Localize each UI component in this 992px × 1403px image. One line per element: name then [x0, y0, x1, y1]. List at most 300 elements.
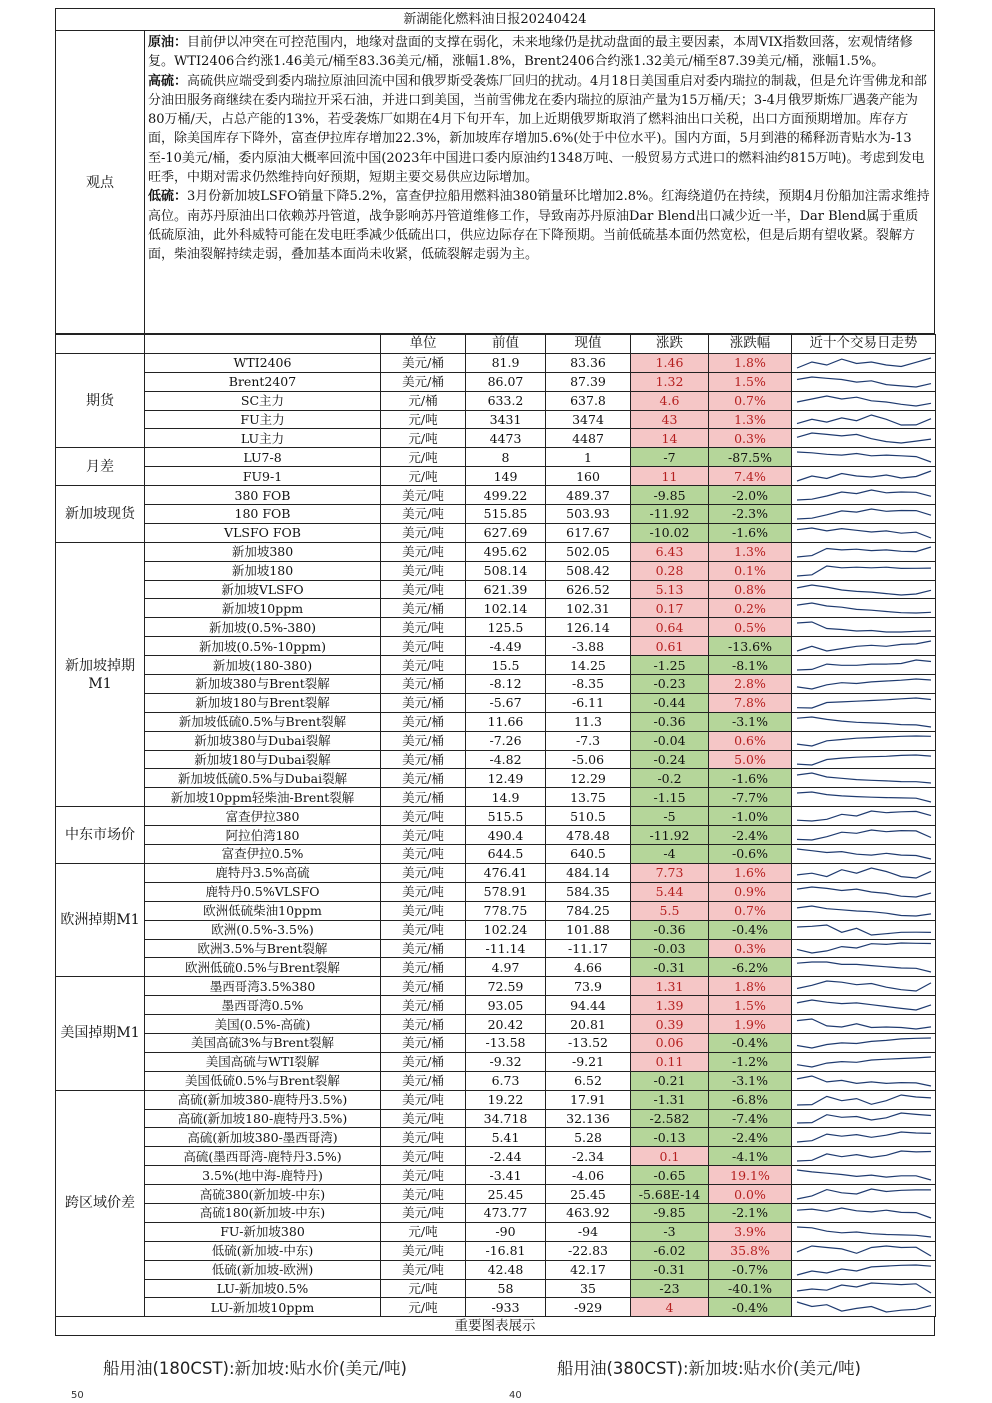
table-row [56, 826, 936, 845]
table-row [56, 523, 936, 542]
row-chg: 0.39 [631, 1015, 709, 1034]
row-pct: 7.8% [709, 693, 792, 712]
row-prev: 644.5 [466, 845, 546, 864]
table-row [56, 1147, 936, 1166]
row-chg: -0.03 [631, 939, 709, 958]
row-pct: -1.6% [709, 523, 792, 542]
row-sparkline [792, 750, 936, 769]
row-prev: 633.2 [466, 391, 546, 410]
row-curr: 503.93 [546, 505, 631, 524]
sparkline-line [797, 641, 931, 651]
row-unit: 美元/吨 [381, 656, 466, 675]
row-item: 低硫(新加坡-中东) [145, 1241, 381, 1260]
row-unit: 美元/吨 [381, 561, 466, 580]
row-unit: 美元/桶 [381, 788, 466, 807]
row-unit: 元/吨 [381, 1298, 466, 1317]
sparkline-chart [795, 696, 933, 710]
sparkline-chart [795, 734, 933, 748]
row-chg: -0.44 [631, 693, 709, 712]
sparkline-chart [795, 1036, 933, 1050]
row-prev: -3.41 [466, 1166, 546, 1185]
row-prev: 508.14 [466, 561, 546, 580]
sparkline-line [797, 1095, 931, 1105]
table-row [56, 750, 936, 769]
row-sparkline [792, 1166, 936, 1185]
table-row [56, 637, 936, 656]
row-chg: 5.13 [631, 580, 709, 599]
sparkline-chart [795, 1093, 933, 1107]
row-prev: 25.45 [466, 1185, 546, 1204]
row-curr: 1 [546, 448, 631, 467]
row-prev: 778.75 [466, 901, 546, 920]
sparkline-line [797, 585, 931, 595]
sparkline-line [797, 1170, 931, 1180]
row-pct: 1.5% [709, 996, 792, 1015]
sparkline-chart [795, 375, 933, 389]
sparkline-line [797, 755, 931, 765]
table-row [56, 561, 936, 580]
row-item: 新加坡380与Brent裂解 [145, 675, 381, 694]
row-item: 新加坡低硫0.5%与Dubai裂解 [145, 769, 381, 788]
sparkline-chart [795, 1263, 933, 1277]
row-prev: 4473 [466, 429, 546, 448]
row-item: 高硫(新加坡380-鹿特丹3.5%) [145, 1090, 381, 1109]
table-row [56, 920, 936, 939]
row-unit: 美元/吨 [381, 505, 466, 524]
row-chg: -9.85 [631, 486, 709, 505]
row-curr: -4.06 [546, 1166, 631, 1185]
group-label: 新加坡掉期M1 [56, 542, 145, 806]
row-sparkline [792, 1203, 936, 1222]
table-row [56, 807, 936, 826]
row-sparkline [792, 486, 936, 505]
row-unit: 美元/吨 [381, 1241, 466, 1260]
row-item: 鹿特丹0.5%VLSFO [145, 882, 381, 901]
row-item: FU9-1 [145, 467, 381, 486]
row-unit: 美元/吨 [381, 807, 466, 826]
row-unit: 美元/桶 [381, 996, 466, 1015]
row-prev: -16.81 [466, 1241, 546, 1260]
row-unit: 美元/吨 [381, 1260, 466, 1279]
report-title: 新湖能化燃料油日报20240424 [55, 8, 935, 31]
row-pct: -4.1% [709, 1147, 792, 1166]
sparkline-chart [795, 1244, 933, 1258]
row-sparkline [792, 1015, 936, 1034]
row-chg: -0.21 [631, 1071, 709, 1090]
row-unit: 美元/吨 [381, 826, 466, 845]
row-prev: -2.44 [466, 1147, 546, 1166]
row-unit: 美元/吨 [381, 882, 466, 901]
row-sparkline [792, 1298, 936, 1317]
row-curr: 101.88 [546, 920, 631, 939]
row-curr: 14.25 [546, 656, 631, 675]
row-prev: 125.5 [466, 618, 546, 637]
row-unit: 美元/吨 [381, 845, 466, 864]
row-pct: -3.1% [709, 712, 792, 731]
sparkline-line [797, 660, 931, 670]
sparkline-chart [795, 356, 933, 370]
row-pct: 1.5% [709, 372, 792, 391]
row-item: FU主力 [145, 410, 381, 429]
sparkline-line [797, 962, 931, 972]
row-item: 低硫(新加坡-欧洲) [145, 1260, 381, 1279]
sparkline-chart [795, 790, 933, 804]
row-pct: 7.4% [709, 467, 792, 486]
header-pct: 涨跌幅 [709, 335, 792, 354]
row-unit: 美元/桶 [381, 1015, 466, 1034]
row-curr: 13.75 [546, 788, 631, 807]
row-unit: 美元/吨 [381, 1203, 466, 1222]
sparkline-line [797, 830, 931, 840]
row-chg: 4.6 [631, 391, 709, 410]
row-item: 新加坡180与Dubai裂解 [145, 750, 381, 769]
row-item: 380 FOB [145, 486, 381, 505]
row-pct: -1.6% [709, 769, 792, 788]
sparkline-line [797, 1113, 931, 1123]
row-sparkline [792, 977, 936, 996]
row-unit: 美元/吨 [381, 920, 466, 939]
sparkline-line [797, 698, 931, 708]
group-label: 期货 [56, 353, 145, 447]
sparkline-chart [795, 1206, 933, 1220]
row-item: 新加坡10ppm [145, 599, 381, 618]
row-prev: 19.22 [466, 1090, 546, 1109]
row-prev: 42.48 [466, 1260, 546, 1279]
sparkline-line [797, 603, 931, 613]
sparkline-chart [795, 941, 933, 955]
row-unit: 美元/桶 [381, 958, 466, 977]
table-row [56, 618, 936, 637]
sparkline-chart [795, 450, 933, 464]
sparkline-chart [795, 904, 933, 918]
row-sparkline [792, 807, 936, 826]
chart-title-380cst: 船用油(380CST):新加坡:贴水价(美元/吨) [557, 1359, 861, 1378]
row-pct: 2.8% [709, 675, 792, 694]
row-chg: -0.04 [631, 731, 709, 750]
sparkline-line [797, 925, 931, 935]
row-curr: -7.3 [546, 731, 631, 750]
row-curr: 637.8 [546, 391, 631, 410]
row-chg: -0.36 [631, 920, 709, 939]
row-pct: 5.0% [709, 750, 792, 769]
row-item: 墨西哥湾0.5% [145, 996, 381, 1015]
row-pct: -2.1% [709, 1203, 792, 1222]
row-unit: 美元/吨 [381, 637, 466, 656]
chart-180cst-axis-top: 50 [71, 1390, 84, 1401]
row-chg: -0.36 [631, 712, 709, 731]
sparkline-line [797, 1265, 931, 1275]
row-item: 新加坡(0.5%-10ppm) [145, 637, 381, 656]
row-chg: -0.24 [631, 750, 709, 769]
row-unit: 元/吨 [381, 429, 466, 448]
row-sparkline [792, 826, 936, 845]
row-pct: 0.3% [709, 429, 792, 448]
row-curr: -9.21 [546, 1052, 631, 1071]
row-curr: 17.91 [546, 1090, 631, 1109]
row-unit: 美元/桶 [381, 372, 466, 391]
row-pct: -40.1% [709, 1279, 792, 1298]
row-unit: 美元/吨 [381, 618, 466, 637]
view-section [55, 31, 935, 334]
row-chg: 1.46 [631, 353, 709, 372]
sparkline-chart [795, 1074, 933, 1088]
row-pct: 1.3% [709, 542, 792, 561]
row-prev: 102.24 [466, 920, 546, 939]
row-pct: -0.6% [709, 845, 792, 864]
row-chg: 1.31 [631, 977, 709, 996]
row-prev: -5.67 [466, 693, 546, 712]
row-pct: -0.7% [709, 1260, 792, 1279]
sparkline-chart [795, 847, 933, 861]
group-label: 月差 [56, 448, 145, 486]
row-curr: 102.31 [546, 599, 631, 618]
sparkline-chart [795, 960, 933, 974]
row-item: 新加坡(180-380) [145, 656, 381, 675]
sparkline-line [797, 773, 931, 783]
sparkline-chart [795, 431, 933, 445]
row-curr: -22.83 [546, 1241, 631, 1260]
row-chg: -23 [631, 1279, 709, 1298]
row-curr: 25.45 [546, 1185, 631, 1204]
row-chg: 0.11 [631, 1052, 709, 1071]
row-curr: -2.34 [546, 1147, 631, 1166]
row-sparkline [792, 1185, 936, 1204]
row-pct: 1.3% [709, 410, 792, 429]
row-curr: 5.28 [546, 1128, 631, 1147]
row-curr: 626.52 [546, 580, 631, 599]
table-row [56, 429, 936, 448]
table-row [56, 410, 936, 429]
row-item: FU-新加坡380 [145, 1222, 381, 1241]
table-row [56, 505, 936, 524]
row-pct: -6.8% [709, 1090, 792, 1109]
row-curr: 584.35 [546, 882, 631, 901]
row-prev: 93.05 [466, 996, 546, 1015]
table-row [56, 693, 936, 712]
row-sparkline [792, 769, 936, 788]
sparkline-chart [795, 809, 933, 823]
row-item: 富查伊拉380 [145, 807, 381, 826]
row-unit: 美元/吨 [381, 542, 466, 561]
sparkline-line [797, 1132, 931, 1142]
row-item: 富查伊拉0.5% [145, 845, 381, 864]
row-pct: -2.4% [709, 826, 792, 845]
row-item: 欧洲3.5%与Brent裂解 [145, 939, 381, 958]
sparkline-chart [795, 488, 933, 502]
row-unit: 美元/吨 [381, 1090, 466, 1109]
row-curr: 4487 [546, 429, 631, 448]
table-row [56, 1203, 936, 1222]
row-sparkline [792, 429, 936, 448]
row-curr: -5.06 [546, 750, 631, 769]
row-prev: -9.32 [466, 1052, 546, 1071]
group-label: 欧洲掉期M1 [56, 863, 145, 976]
sparkline-line [797, 471, 931, 481]
row-chg: 5.5 [631, 901, 709, 920]
row-curr: -6.11 [546, 693, 631, 712]
group-label: 中东市场价 [56, 807, 145, 864]
row-chg: 1.32 [631, 372, 709, 391]
sparkline-chart [795, 1017, 933, 1031]
row-pct: 1.6% [709, 863, 792, 882]
row-sparkline [792, 1033, 936, 1052]
charts-section-title: 重要图表展示 [55, 1317, 935, 1336]
row-prev: 86.07 [466, 372, 546, 391]
row-prev: -7.26 [466, 731, 546, 750]
sparkline-chart [795, 413, 933, 427]
row-pct: -13.6% [709, 637, 792, 656]
row-pct: -2.0% [709, 486, 792, 505]
view-paragraph-crude: 原油：目前伊以冲突在可控范围内，地缘对盘面的支撑在弱化，未来地缘仍是扰动盘面的最主要因素，本周VIX指数回落，宏观情绪修复。WTI2406合约涨1.46美元/桶至83.36美元/桶，涨幅1.8%，Brent2406合约涨1.32美元/桶至87.39美元/桶，涨幅1.5%。 [148, 35, 913, 70]
row-item: 美国(0.5%-高硫) [145, 1015, 381, 1034]
row-curr: 42.17 [546, 1260, 631, 1279]
row-item: 新加坡VLSFO [145, 580, 381, 599]
row-item: WTI2406 [145, 353, 381, 372]
row-curr: 510.5 [546, 807, 631, 826]
table-row [56, 1033, 936, 1052]
row-curr: 83.36 [546, 353, 631, 372]
table-row [56, 1109, 936, 1128]
table-row [56, 1090, 936, 1109]
row-sparkline [792, 901, 936, 920]
row-sparkline [792, 712, 936, 731]
row-curr: 502.05 [546, 542, 631, 561]
row-pct: 0.6% [709, 731, 792, 750]
row-unit: 美元/吨 [381, 580, 466, 599]
table-row [56, 1185, 936, 1204]
row-sparkline [792, 505, 936, 524]
row-curr: 35 [546, 1279, 631, 1298]
row-unit: 元/吨 [381, 448, 466, 467]
row-chg: -0.13 [631, 1128, 709, 1147]
row-item: LU-新加坡10ppm [145, 1298, 381, 1317]
row-prev: 6.73 [466, 1071, 546, 1090]
row-unit: 美元/桶 [381, 1071, 466, 1090]
row-unit: 美元/桶 [381, 1052, 466, 1071]
row-prev: 20.42 [466, 1015, 546, 1034]
row-prev: 34.718 [466, 1109, 546, 1128]
row-item: 3.5%(地中海-鹿特丹) [145, 1166, 381, 1185]
sparkline-line [797, 906, 931, 916]
chart-380cst-axis-top: 40 [509, 1390, 522, 1401]
sparkline-chart [795, 469, 933, 483]
sparkline-chart [795, 828, 933, 842]
row-sparkline [792, 1052, 936, 1071]
row-curr: 32.136 [546, 1109, 631, 1128]
header-trend: 近十个交易日走势 [792, 335, 936, 354]
sparkline-chart [795, 866, 933, 880]
row-pct: -7.7% [709, 788, 792, 807]
sparkline-chart [795, 1281, 933, 1295]
sparkline-line [797, 433, 931, 443]
sparkline-line [797, 887, 931, 897]
row-unit: 美元/桶 [381, 353, 466, 372]
row-item: 高硫180(新加坡-中东) [145, 1203, 381, 1222]
row-chg: 0.06 [631, 1033, 709, 1052]
row-pct: 19.1% [709, 1166, 792, 1185]
row-prev: 499.22 [466, 486, 546, 505]
view-text [145, 31, 934, 333]
row-curr: 617.67 [546, 523, 631, 542]
row-item: LU7-8 [145, 448, 381, 467]
sparkline-chart [795, 583, 933, 597]
row-pct: -2.4% [709, 1128, 792, 1147]
row-item: 高硫(墨西哥湾-鹿特丹3.5%) [145, 1147, 381, 1166]
row-curr: -8.35 [546, 675, 631, 694]
row-unit: 美元/吨 [381, 1166, 466, 1185]
row-chg: -11.92 [631, 505, 709, 524]
row-item: 阿拉伯湾180 [145, 826, 381, 845]
row-pct: -1.2% [709, 1052, 792, 1071]
row-prev: 4.97 [466, 958, 546, 977]
sparkline-chart [795, 526, 933, 540]
table-row [56, 731, 936, 750]
row-item: Brent2407 [145, 372, 381, 391]
row-curr: 784.25 [546, 901, 631, 920]
row-sparkline [792, 542, 936, 561]
table-row [56, 1015, 936, 1034]
row-pct: 0.0% [709, 1185, 792, 1204]
table-row [56, 1052, 936, 1071]
row-chg: -0.31 [631, 1260, 709, 1279]
row-sparkline [792, 1128, 936, 1147]
row-sparkline [792, 467, 936, 486]
table-row [56, 467, 936, 486]
row-unit: 美元/吨 [381, 1128, 466, 1147]
header-unit: 单位 [381, 335, 466, 354]
row-sparkline [792, 731, 936, 750]
row-chg: -0.23 [631, 675, 709, 694]
sparkline-line [797, 358, 931, 368]
row-chg: 0.64 [631, 618, 709, 637]
row-chg: 14 [631, 429, 709, 448]
sparkline-line [797, 415, 931, 425]
row-pct: 0.7% [709, 901, 792, 920]
row-curr: 87.39 [546, 372, 631, 391]
row-pct: 1.8% [709, 353, 792, 372]
row-item: 高硫(新加坡180-鹿特丹3.5%) [145, 1109, 381, 1128]
sparkline-chart [795, 1055, 933, 1069]
row-sparkline [792, 561, 936, 580]
row-chg: 7.73 [631, 863, 709, 882]
sparkline-chart [795, 507, 933, 521]
table-row [56, 882, 936, 901]
sparkline-chart [795, 639, 933, 653]
row-pct: -6.2% [709, 958, 792, 977]
row-unit: 美元/桶 [381, 599, 466, 618]
row-unit: 美元/桶 [381, 675, 466, 694]
row-prev: 621.39 [466, 580, 546, 599]
row-item: 新加坡380与Dubai裂解 [145, 731, 381, 750]
row-prev: -90 [466, 1222, 546, 1241]
row-curr: 640.5 [546, 845, 631, 864]
table-row [56, 712, 936, 731]
row-chg: -0.65 [631, 1166, 709, 1185]
sparkline-chart [795, 1111, 933, 1125]
row-sparkline [792, 958, 936, 977]
row-curr: 463.92 [546, 1203, 631, 1222]
sparkline-line [797, 943, 931, 953]
row-item: 新加坡(0.5%-380) [145, 618, 381, 637]
sparkline-line [797, 1208, 931, 1218]
row-prev: 15.5 [466, 656, 546, 675]
row-item: 新加坡180 [145, 561, 381, 580]
table-row [56, 1298, 936, 1317]
row-chg: -1.31 [631, 1090, 709, 1109]
row-curr: 160 [546, 467, 631, 486]
data-table [55, 334, 936, 1317]
row-item: 美国高硫3%与Brent裂解 [145, 1033, 381, 1052]
